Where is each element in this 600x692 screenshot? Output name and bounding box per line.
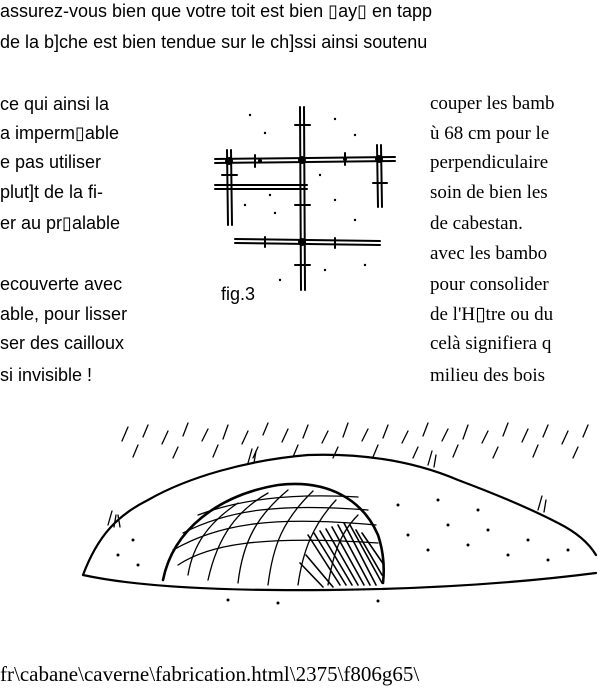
right-line: milieu des bois [430,365,546,386]
right-line: ù 68 cm pour le [430,123,550,144]
left-line: e pas utiliser [0,152,102,172]
bamboo-lattice-illustration [205,95,405,305]
right-line: celà signifiera q [430,333,552,354]
figure-label: fig.3 [221,284,256,304]
top-text-line-2: de la b]che est bien tendue sur le ch]ssi ainsi soutenu [0,32,428,52]
right-line: avec les bambo [430,243,548,264]
left-line: er au pr▯alable [0,213,120,233]
right-line: pour consolider [430,274,549,295]
left-line: plut]t de la fi- [0,182,104,202]
right-line: perpendiculaire [430,152,549,173]
right-line: soin de bien les [430,182,548,203]
cave-shelter-illustration [78,415,598,620]
footer-path: fr\cabane\caverne\fabrication.html\2375\f806g65\ [0,662,420,686]
left-line: able, pour lisser [0,304,128,324]
left-line: ecouverte avec [0,274,123,294]
right-line: couper les bamb [430,93,555,114]
left-line: ce qui ainsi la [0,94,110,114]
right-line: de l'H▯tre ou du [430,304,554,325]
top-text-line-1: assurez-vous bien que votre toit est bien ▯ay▯ en tapp [0,1,433,21]
left-line: ser des cailloux [0,333,125,353]
left-line: a imperm▯able [0,123,119,143]
right-line: de cabestan. [430,213,523,234]
left-line: si invisible ! [0,365,93,385]
